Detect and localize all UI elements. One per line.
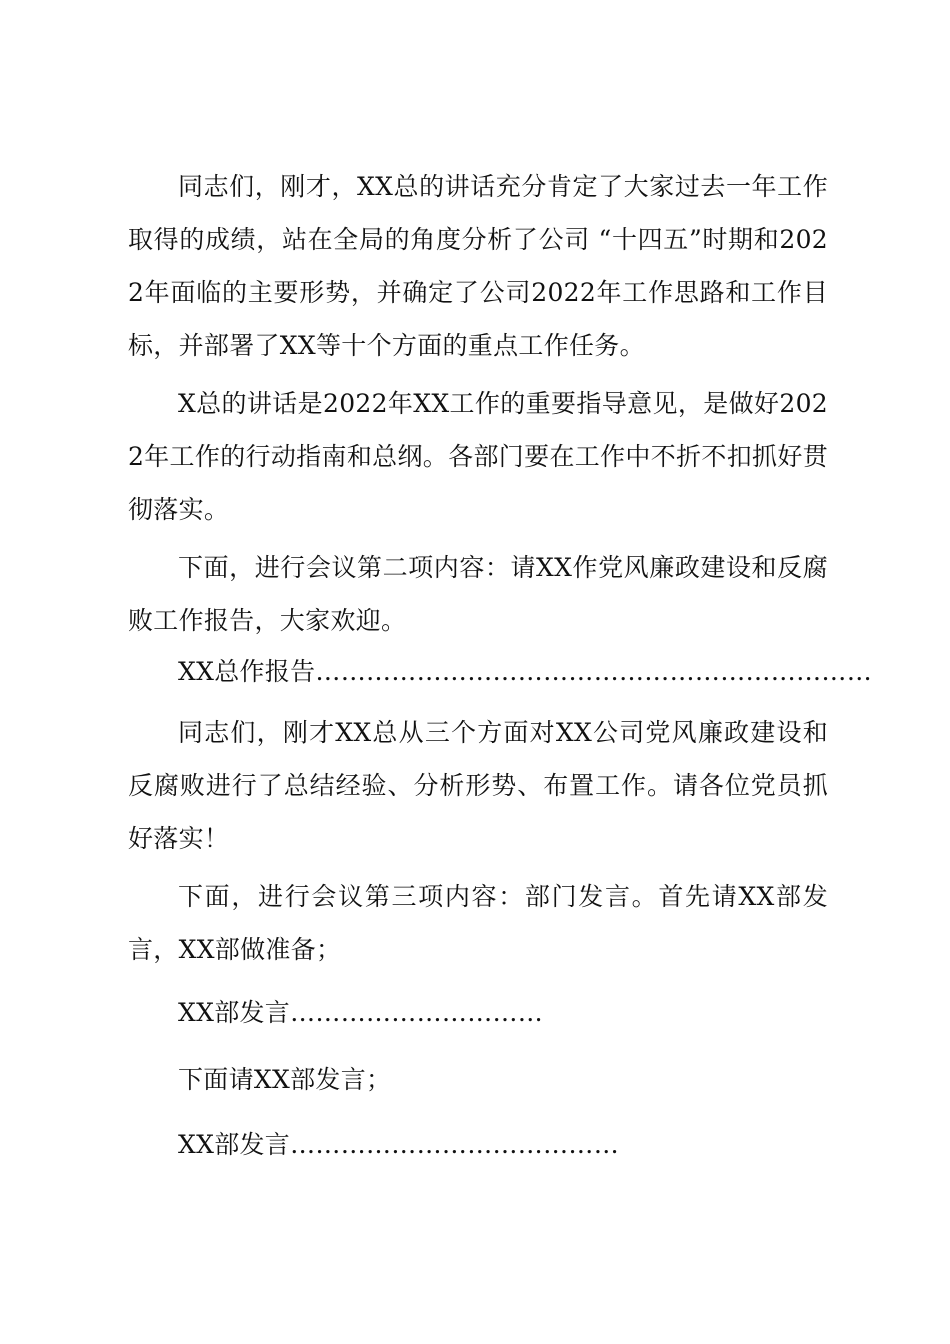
paragraph-2: X总的讲话是2022年XX工作的重要指导意见，是做好2022年工作的行动指南和总纲。各部门要在工作中不折不扣抓好贯彻落实。 bbox=[128, 389, 828, 524]
next-speaker-line: 下面请XX部发言； bbox=[178, 1065, 392, 1094]
paragraph-3: 下面，进行会议第二项内容：请XX作党风廉政建设和反腐败工作报告，大家欢迎。 bbox=[128, 553, 828, 635]
paragraph-5: 同志们，刚才XX总从三个方面对XX公司党风廉政建设和反腐败进行了总结经验、分析形势、布置工作。请各位党员抓好落实！ bbox=[128, 718, 828, 853]
department-speech-line-1: XX部发言………………………… bbox=[178, 998, 544, 1027]
report-line: XX总作报告………………………………………………………… bbox=[178, 657, 872, 686]
paragraph-6-block bbox=[128, 870, 828, 976]
paragraph-2-block bbox=[128, 377, 828, 536]
department-speech-line-2: XX部发言………………………………… bbox=[178, 1130, 619, 1159]
paragraph-1-block bbox=[128, 160, 828, 372]
paragraph-3-block bbox=[128, 541, 828, 647]
paragraph-6: 下面，进行会议第三项内容：部门发言。首先请XX部发言，XX部做准备； bbox=[128, 882, 828, 964]
paragraph-5-block bbox=[128, 706, 828, 865]
paragraph-1: 同志们，刚才，XX总的讲话充分肯定了大家过去一年工作取得的成绩，站在全局的角度分析了公司 “十四五”时期和2022年面临的主要形势，并确定了公司2022年工作思路和工作目标，并部署了XX等十个方面的重点工作任务。 bbox=[128, 172, 828, 360]
